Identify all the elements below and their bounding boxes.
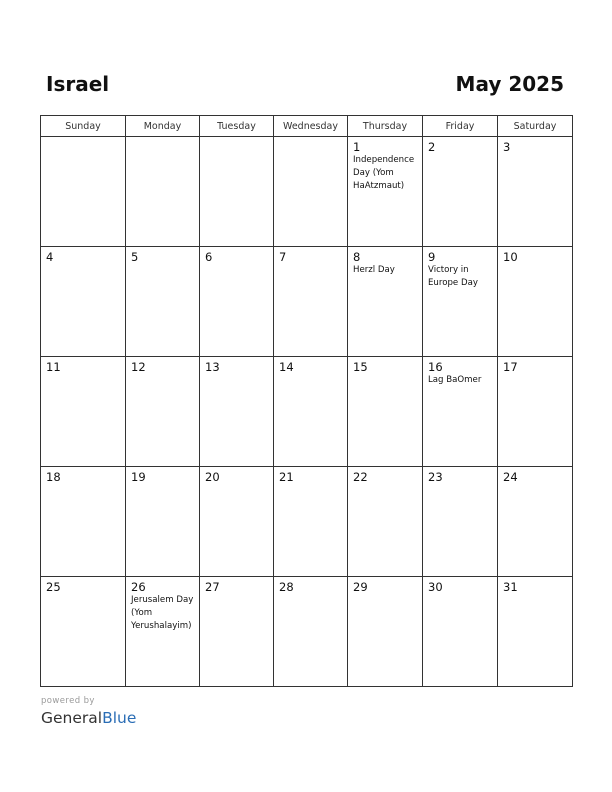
day-cell <box>274 137 348 247</box>
day-cell <box>423 137 498 247</box>
day-number: 7 <box>279 250 287 264</box>
week-row <box>41 467 573 577</box>
holiday-label: Victory in Europe Day <box>428 265 478 288</box>
day-cell <box>200 137 274 247</box>
day-cell <box>348 137 423 247</box>
day-cell-content <box>41 137 125 140</box>
calendar-body <box>41 137 573 687</box>
day-cell <box>423 247 498 357</box>
day-cell <box>348 357 423 467</box>
day-cell-content <box>200 467 273 484</box>
day-number: 11 <box>46 360 61 374</box>
day-cell <box>348 467 423 577</box>
day-number: 14 <box>279 360 294 374</box>
day-number: 29 <box>353 580 368 594</box>
generalblue-logo <box>41 708 136 728</box>
day-number: 1 <box>353 140 361 154</box>
day-number: 31 <box>503 580 518 594</box>
day-cell-content <box>498 137 572 154</box>
day-cell <box>498 357 573 467</box>
day-cell-content <box>423 137 497 154</box>
day-cell-content <box>126 357 199 374</box>
day-number: 12 <box>131 360 146 374</box>
day-cell-content <box>348 247 422 277</box>
day-cell-content <box>498 577 572 594</box>
day-cell <box>423 467 498 577</box>
weekday-header: Sunday <box>41 116 126 137</box>
day-cell <box>41 467 126 577</box>
day-number: 21 <box>279 470 294 484</box>
day-number: 15 <box>353 360 368 374</box>
weekday-header: Tuesday <box>200 116 274 137</box>
day-number: 2 <box>428 140 436 154</box>
day-number: 13 <box>205 360 220 374</box>
day-cell-content <box>423 577 497 594</box>
day-cell-content <box>126 247 199 264</box>
day-number: 28 <box>279 580 294 594</box>
powered-by-text: powered by <box>41 696 95 706</box>
day-cell-content <box>348 357 422 374</box>
day-cell <box>200 577 274 687</box>
day-cell-content <box>200 137 273 140</box>
day-cell <box>126 247 200 357</box>
day-cell <box>126 357 200 467</box>
day-cell <box>348 577 423 687</box>
day-cell-content <box>274 577 347 594</box>
holiday-label: Lag BaOmer <box>428 375 482 385</box>
day-number: 23 <box>428 470 443 484</box>
week-row <box>41 137 573 247</box>
weekday-header: Friday <box>423 116 498 137</box>
week-row <box>41 247 573 357</box>
day-cell <box>41 247 126 357</box>
day-number: 30 <box>428 580 443 594</box>
day-cell <box>200 247 274 357</box>
day-cell-content <box>41 577 125 594</box>
day-number: 8 <box>353 250 361 264</box>
weekday-header-row <box>41 116 573 137</box>
day-cell-content <box>423 357 497 387</box>
day-cell <box>200 467 274 577</box>
day-cell <box>126 467 200 577</box>
day-cell-content <box>423 467 497 484</box>
day-number: 6 <box>205 250 213 264</box>
day-cell <box>41 577 126 687</box>
day-cell <box>200 357 274 467</box>
day-cell-content <box>423 247 497 290</box>
day-cell-content <box>200 357 273 374</box>
weekday-header: Saturday <box>498 116 573 137</box>
brand-blue-text: Blue <box>102 709 137 727</box>
day-cell-content <box>41 357 125 374</box>
day-cell-content <box>41 247 125 264</box>
day-cell-content <box>498 467 572 484</box>
holiday-label: Independence Day (Yom HaAtzmaut) <box>353 155 415 191</box>
day-cell-content <box>200 247 273 264</box>
day-cell-content <box>498 247 572 264</box>
month-year-title: May 2025 <box>455 72 564 96</box>
day-cell-content <box>274 357 347 374</box>
week-row <box>41 357 573 467</box>
day-cell <box>126 137 200 247</box>
weekday-header: Wednesday <box>274 116 348 137</box>
day-cell <box>41 137 126 247</box>
day-cell <box>498 137 573 247</box>
day-cell <box>274 577 348 687</box>
day-number: 25 <box>46 580 61 594</box>
day-cell <box>498 247 573 357</box>
day-cell-content <box>498 357 572 374</box>
day-cell-content <box>126 137 199 140</box>
day-number: 20 <box>205 470 220 484</box>
day-number: 18 <box>46 470 61 484</box>
day-number: 4 <box>46 250 54 264</box>
day-cell-content <box>274 137 347 140</box>
day-cell-content <box>348 137 422 193</box>
brand-general-text: General <box>41 709 103 727</box>
day-number: 19 <box>131 470 146 484</box>
day-cell <box>126 577 200 687</box>
day-cell-content <box>126 577 199 633</box>
day-number: 24 <box>503 470 518 484</box>
day-cell <box>423 577 498 687</box>
day-cell <box>274 467 348 577</box>
day-cell-content <box>274 247 347 264</box>
day-cell-content <box>348 467 422 484</box>
day-cell <box>348 247 423 357</box>
day-cell-content <box>200 577 273 594</box>
day-number: 9 <box>428 250 436 264</box>
day-number: 5 <box>131 250 139 264</box>
day-cell <box>274 357 348 467</box>
day-cell-content <box>348 577 422 594</box>
country-title: Israel <box>46 72 110 96</box>
weekday-header: Monday <box>126 116 200 137</box>
holiday-label: Herzl Day <box>353 265 395 275</box>
day-number: 26 <box>131 580 146 594</box>
weekday-header: Thursday <box>348 116 423 137</box>
day-number: 10 <box>503 250 518 264</box>
day-cell <box>274 247 348 357</box>
day-number: 27 <box>205 580 220 594</box>
footer-branding <box>41 696 136 728</box>
day-cell-content <box>126 467 199 484</box>
holiday-label: Jerusalem Day (Yom Yerushalayim) <box>131 595 194 631</box>
day-number: 22 <box>353 470 368 484</box>
day-cell-content <box>41 467 125 484</box>
day-number: 17 <box>503 360 518 374</box>
calendar-grid <box>40 115 573 687</box>
day-cell <box>498 467 573 577</box>
day-cell <box>498 577 573 687</box>
day-cell <box>423 357 498 467</box>
day-cell-content <box>274 467 347 484</box>
day-cell <box>41 357 126 467</box>
week-row <box>41 577 573 687</box>
day-number: 16 <box>428 360 443 374</box>
day-number: 3 <box>503 140 511 154</box>
